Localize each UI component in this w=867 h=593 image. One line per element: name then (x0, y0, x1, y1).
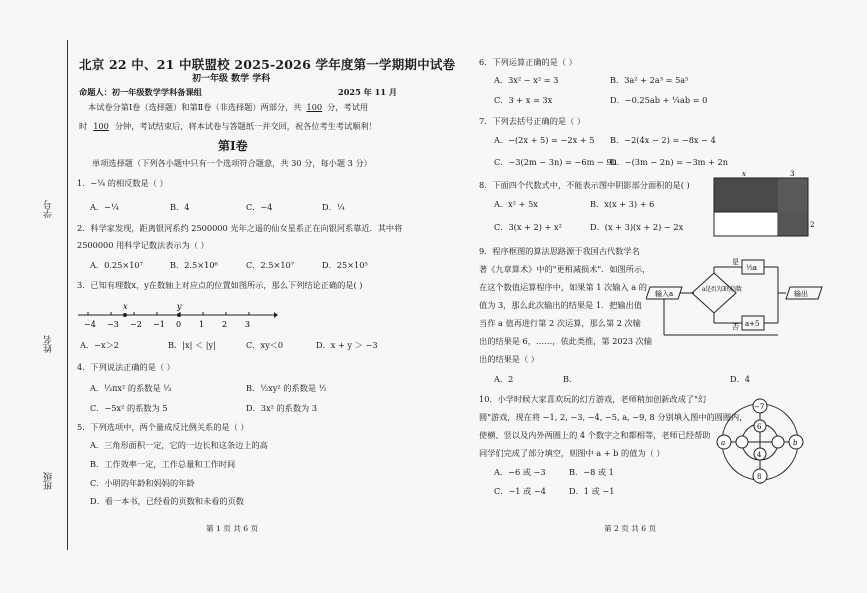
q8-option-a: A．x² + 5x (494, 199, 538, 209)
q8-stem: 8．下面四个代数式中，不能表示图中阴影部分面积的是( ) (479, 180, 690, 190)
binding-line (67, 40, 68, 550)
q10-option-a: A．−6 或 −3 (494, 467, 546, 477)
q4-stem: 4．下列说法正确的是（ ） (77, 362, 175, 372)
q3-number-line (78, 298, 278, 332)
q9-line-3: 在这个数值运算程序中，如果第 1 次输入 a 的 (479, 282, 647, 292)
q2-line-2: 2500000 用科学记数法表示为（ ） (77, 240, 209, 250)
q3-label-x: x (123, 302, 128, 311)
footer-right: 第 2 页 共 6 页 (604, 524, 657, 533)
tick-label: 3 (245, 320, 251, 329)
tick-label: 2 (222, 320, 228, 329)
q10-option-d: D．1 或 −1 (569, 486, 615, 496)
q7-option-b: B．−2(4x − 2) = −8x − 4 (610, 135, 716, 145)
intro-line-1 (88, 102, 368, 113)
q4-option-c: C．−5x² 的系数为 5 (90, 403, 168, 413)
q8-option-b: B．x(x + 3) + 6 (590, 199, 655, 209)
intro-part-1: 本试卷分第Ⅰ卷（选择题）和第Ⅱ卷（非选择题）两部分，共 (88, 102, 302, 112)
q1-option-c: C．−4 (246, 202, 273, 212)
circle-mid: 6 (757, 423, 762, 431)
q4-option-a: A．⅓πx² 的系数是 ⅓ (90, 383, 172, 393)
flow-no: 否 (732, 323, 739, 331)
q7-option-c: C．−3(2m − 3n) = −6m − 9n (494, 157, 617, 167)
q3-label-y: y (177, 302, 182, 311)
q7-option-a: A．−(2x + 5) = −2x + 5 (494, 135, 595, 145)
q3-option-c: C．xy＜0 (246, 340, 284, 350)
q6-stem: 6．下列运算正确的是（ ） (479, 57, 577, 67)
circle-top: −7 (754, 403, 765, 411)
q5-option-a: A．三角形面积一定，它的一边长和这条边上的高 (90, 440, 268, 450)
q10-option-b: B．−8 或 1 (569, 467, 614, 477)
q2-option-b: B．2.5×10⁶ (170, 260, 218, 270)
q5-stem: 5．下列选项中，两个量成反比例关系的是（ ） (77, 422, 249, 432)
q5-option-d: D．看一本书，已经看的页数和未看的页数 (90, 496, 244, 506)
q10-line-2: 圆"游戏，现在将 −1, 2, −3, −4, −5, a, −9, 8 分别填入图中的圆圈内， (479, 412, 748, 422)
q4-option-d: D．3x² 的系数为 3 (246, 403, 318, 413)
q9-flowchart (646, 255, 826, 339)
q9-line-7: 出的结果是（ ） (479, 354, 539, 364)
q1-stem: 1．−¼ 的相反数是（ ） (77, 178, 168, 188)
intro-line-2 (79, 121, 377, 132)
exam-time: 100 (93, 121, 109, 131)
q10-line-1: 10．小学时候大家喜欢玩的幻方游戏，老师稍加创新改成了"幻 (479, 394, 707, 404)
q10-magic-circle (714, 396, 824, 486)
footer-left: 第 1 页 共 6 页 (206, 524, 259, 533)
flow-yes: 是 (732, 258, 739, 266)
q3-point-y (177, 313, 181, 317)
circle-inner: 4 (757, 451, 762, 459)
q3-point-x (123, 313, 127, 317)
tick-label: 1 (199, 320, 205, 329)
circle-left-a: a (721, 439, 726, 447)
q6-option-a: A．3x² − x² = 3 (494, 75, 559, 85)
q10-line-3: 使横、竖以及内外两圈上的 4 个数字之和都相等，老师已经帮助 (479, 430, 711, 440)
q6-option-c: C．3 + x = 3x (494, 95, 553, 105)
q10-line-4: 同学们完成了部分填空，则图中 a + b 的值为（ ） (479, 448, 665, 458)
q1-option-a: A．−¼ (90, 202, 119, 212)
q3-stem: 3．已知有理数x，y在数轴上对应点的位置如图所示，那么下列结论正确的是( ) (77, 280, 363, 290)
flow-input: 输入a (655, 290, 674, 298)
q4-option-b: B．½xy² 的系数是 ½ (246, 383, 327, 393)
q7-option-d: D．−(3m − 2n) = −3m + 2n (610, 157, 728, 167)
q8-option-c: C．3(x + 2) + x² (494, 222, 562, 232)
exam-title: 北京 22 中、21 中联盟校 2025-2026 学年度第一学期期中试卷 (79, 57, 456, 72)
q9-option-d: D．4 (730, 374, 750, 384)
label-student-id: 学号 (44, 200, 54, 218)
intro-part-4: 分钟，考试结束后，将本试卷与答题纸一并交回，祝各位考生考试顺利！ (114, 121, 377, 131)
q1-option-b: B．4 (170, 202, 190, 212)
q8-label-3: 3 (790, 170, 795, 178)
q9-line-4: 值为 3，那么此次输出的结果是 1．把输出值 (479, 300, 642, 310)
q8-label-2: 2 (810, 221, 815, 229)
q9-option-b: B． (563, 374, 578, 384)
q8-label-x: x (742, 170, 746, 178)
tick-label: −3 (107, 320, 119, 329)
q3-option-d: D．x + y ＞ −3 (316, 340, 378, 350)
q5-option-c: C．小明的年龄和妈妈的年龄 (90, 478, 195, 488)
circle-right-b: b (793, 439, 798, 447)
section-title: 第Ⅰ卷 (218, 139, 248, 153)
q1-option-d: D．¼ (322, 202, 345, 212)
tick-label: −1 (153, 320, 165, 329)
q6-option-b: B．3a² + 2a³ = 5a⁵ (610, 75, 689, 85)
exam-date: 2025 年 11 月 (338, 87, 398, 97)
q8-area-figure (706, 170, 816, 242)
circle-bottom: 8 (757, 473, 762, 481)
exam-author: 命题人：初一年级数学学科备课组 (79, 87, 202, 97)
q9-line-5: 当作 a 值再进行第 2 次运算，那么第 2 次输 (479, 318, 641, 328)
q9-option-a: A．2 (494, 374, 514, 384)
tick-label: −4 (84, 320, 96, 329)
q2-line-1: 2．科学家发现，距离银河系约 2500000 光年之遥的仙女星系正在向银河系靠近．其中将 (77, 223, 403, 233)
label-name: 姓名 (44, 335, 54, 353)
q3-option-b: B．|x| ＜ |y| (168, 340, 216, 350)
q2-option-c: C．2.5×10⁷ (246, 260, 295, 270)
flow-condition: a是否为3的倍数 (702, 286, 742, 293)
section-instruction: 单项选择题（下列各小题中只有一个选项符合题意，共 30 分，每小题 3 分） (92, 158, 372, 168)
flow-divide: ⅓a (746, 264, 757, 272)
total-score: 100 (306, 102, 323, 112)
intro-part-3: 时 (79, 121, 88, 131)
label-class: 班级 (44, 472, 54, 490)
q5-option-b: B．工作效率一定，工作总量和工作时间 (90, 459, 236, 469)
q2-option-d: D．25×10⁵ (322, 260, 368, 270)
tick-label: 0 (176, 320, 182, 329)
flow-output: 输出 (794, 290, 808, 298)
q10-option-c: C．−1 或 −4 (494, 486, 546, 496)
q6-option-d: D．−0.25ab + ¼ab = 0 (610, 95, 708, 105)
q2-option-a: A．0.25×10⁷ (90, 260, 143, 270)
intro-part-2: 分，考试用 (327, 102, 369, 112)
q9-line-2: 著《九章算术》中的"更相减损术"．如图所示， (479, 264, 651, 274)
exam-subtitle: 初一年级 数学 学科 (192, 74, 271, 84)
q9-line-1: 9．程序框图的算法思路源于我国古代数学名 (479, 246, 640, 256)
q3-option-a: A．−x＞2 (80, 340, 119, 350)
q8-option-d: D．(x + 3)(x + 2) − 2x (590, 222, 684, 232)
flow-add: a+5 (745, 320, 760, 328)
q7-stem: 7．下列去括号正确的是（ ） (479, 116, 586, 126)
q9-line-6: 出的结果是 6，……，依此类推，第 2023 次输 (479, 336, 653, 346)
tick-label: −2 (130, 320, 142, 329)
